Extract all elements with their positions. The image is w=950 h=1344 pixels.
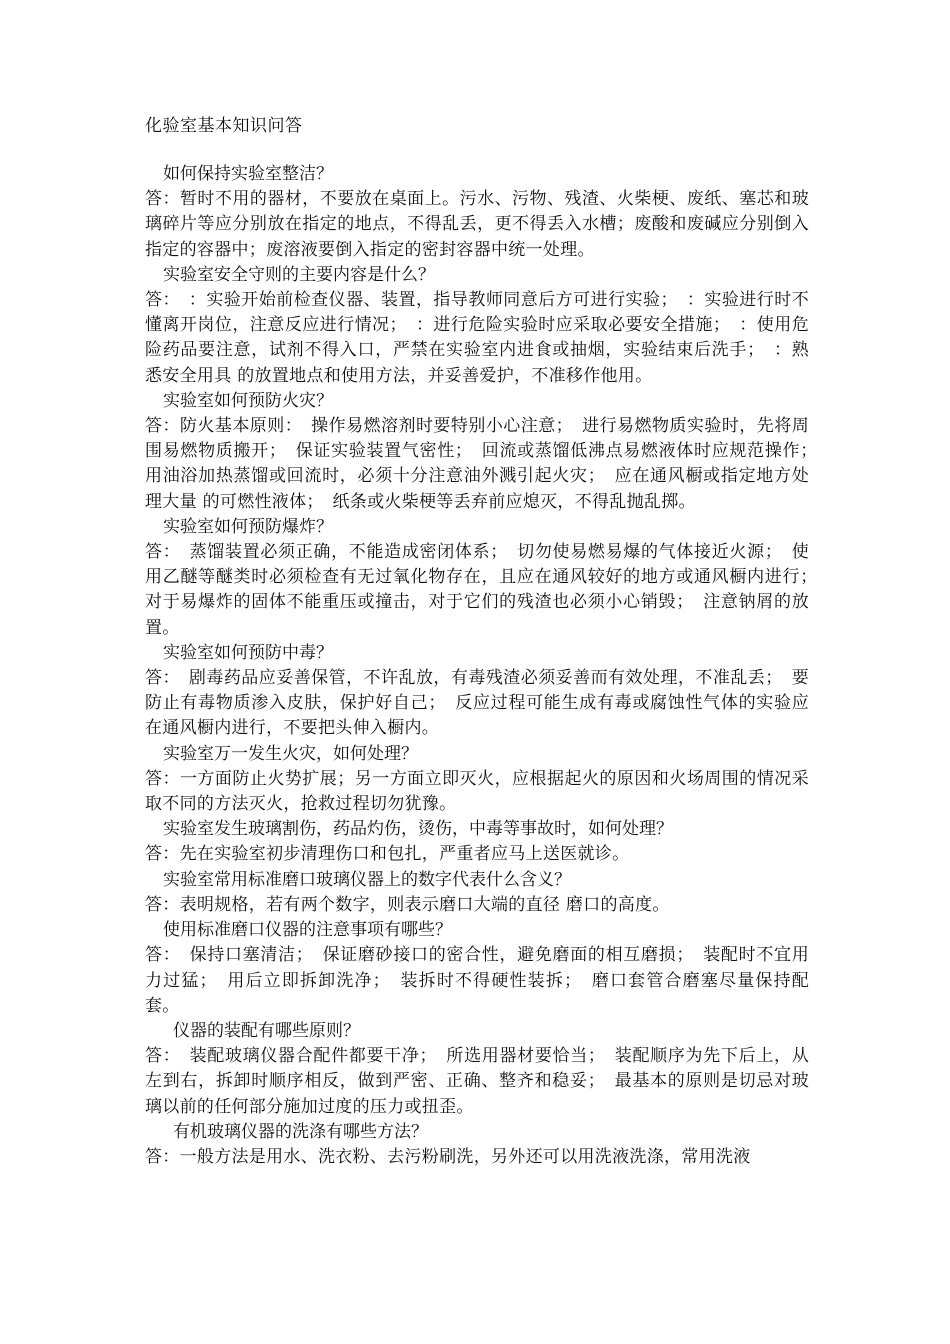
- document-title: 化验室基本知识问答: [145, 116, 303, 136]
- question-1: 如何保持实验室整洁？: [163, 164, 333, 184]
- qa-list: [145, 162, 827, 1170]
- question-9: 使用标准磨口仪器的注意事项有哪些？: [163, 920, 452, 941]
- answer-8: 答：表明规格，若有两个数字，则表示磨口大端的直径 磨口的高度。: [145, 894, 670, 915]
- question-8: 实验室常用标准磨口玻璃仪器上的数字代表什么含义？: [163, 869, 571, 890]
- question-4: 实验室如何预防爆炸？: [163, 516, 333, 537]
- answer-4: 答： 蒸馏装置必须正确，不能造成密闭体系； 切勿使易燃易爆的气体接近火源； 使用乙醚等醚类时必须检查有无过氧化物存在，且应在通风较好的地方或通风橱内进行； 对于易爆炸的固体不能重压或撞击，对于它们的残渣也必须小心销毁； 注意钠屑的放置。: [145, 542, 827, 638]
- answer-11: 答：一般方法是用水、洗衣粉、去污粉刷洗，另外还可以用洗液洗涤，常用洗液: [145, 1146, 751, 1167]
- answer-6: 答：一方面防止火势扩展；另一方面立即灭火，应根据起火的原因和火场周围的情况采取不同的方法灭火，抢救过程切勿犹豫。: [145, 768, 809, 815]
- answer-1: 答：暂时不用的器材，不要放在桌面上。污水、污物、残渣、火柴梗、废纸、塞芯和玻璃碎片等应分别放在指定的地点，不得乱丢，更不得丢入水槽；废酸和废碱应分别倒入指定的容器中；废溶液要倒入指定的密封容器中统一处理。: [145, 189, 809, 260]
- question-3: 实验室如何预防火灾？: [163, 390, 333, 411]
- answer-3: 答：防火基本原则： 操作易燃溶剂时要特别小心注意； 进行易燃物质实验时，先将周围易燃物质搬开； 保证实验装置气密性； 回流或蒸馏低沸点易燃液体时应规范操作； 用油浴加热蒸馏或回流时，必须十分注意油外溅引起火灾； 应在通风橱或指定地方处理大量 的可燃性液体； 纸条或火柴梗等丢弃前应熄灭，不得乱抛乱掷。: [145, 416, 827, 512]
- question-6: 实验室万一发生火灾，如何处理？: [163, 743, 418, 764]
- answer-7: 答：先在实验室初步清理伤口和包扎，严重者应马上送医就诊。: [145, 844, 630, 865]
- answer-9: 答： 保持口塞清洁； 保证磨砂接口的密合性，避免磨面的相互磨损； 装配时不宜用力过猛； 用后立即拆卸洗净； 装拆时不得硬性装拆； 磨口套管合磨塞尽量保持配套。: [145, 945, 809, 1016]
- question-2: 实验室安全守则的主要内容是什么？: [163, 264, 435, 285]
- question-11: 有机玻璃仪器的洗涤有哪些方法？: [173, 1121, 428, 1142]
- answer-5: 答： 剧毒药品应妥善保管，不许乱放，有毒残渣必须妥善而有效处理，不准乱丢； 要防止有毒物质渗入皮肤，保护好自己； 反应过程可能生成有毒或腐蚀性气体的实验应在通风橱内进行，不要把头伸入橱内。: [145, 668, 809, 739]
- answer-2: 答： ：实验开始前检查仪器、装置，指导教师同意后方可进行实验； ：实验进行时不懂离开岗位，注意反应进行情况； ：进行危险实验时应采取必要安全措施； ：使用危险药品要注意，试剂不得入口，严禁在实验室内进食或抽烟，实验结束后洗手； ：熟悉安全用具 的放置地点和使用方法，并妥善爱护，不准移作他用。: [145, 290, 809, 386]
- question-7: 实验室发生玻璃割伤，药品灼伤，烫伤，中毒等事故时，如何处理？: [163, 819, 673, 840]
- question-5: 实验室如何预防中毒？: [163, 642, 333, 663]
- question-10: 仪器的装配有哪些原则？: [173, 1020, 360, 1041]
- answer-10: 答： 装配玻璃仪器合配件都要干净； 所选用器材要恰当； 装配顺序为先下后上，从左到右，拆卸时顺序相反，做到严密、正确、整齐和稳妥； 最基本的原则是切忌对玻璃以前的任何部分施加过度的压力或扭歪。: [145, 1046, 809, 1117]
